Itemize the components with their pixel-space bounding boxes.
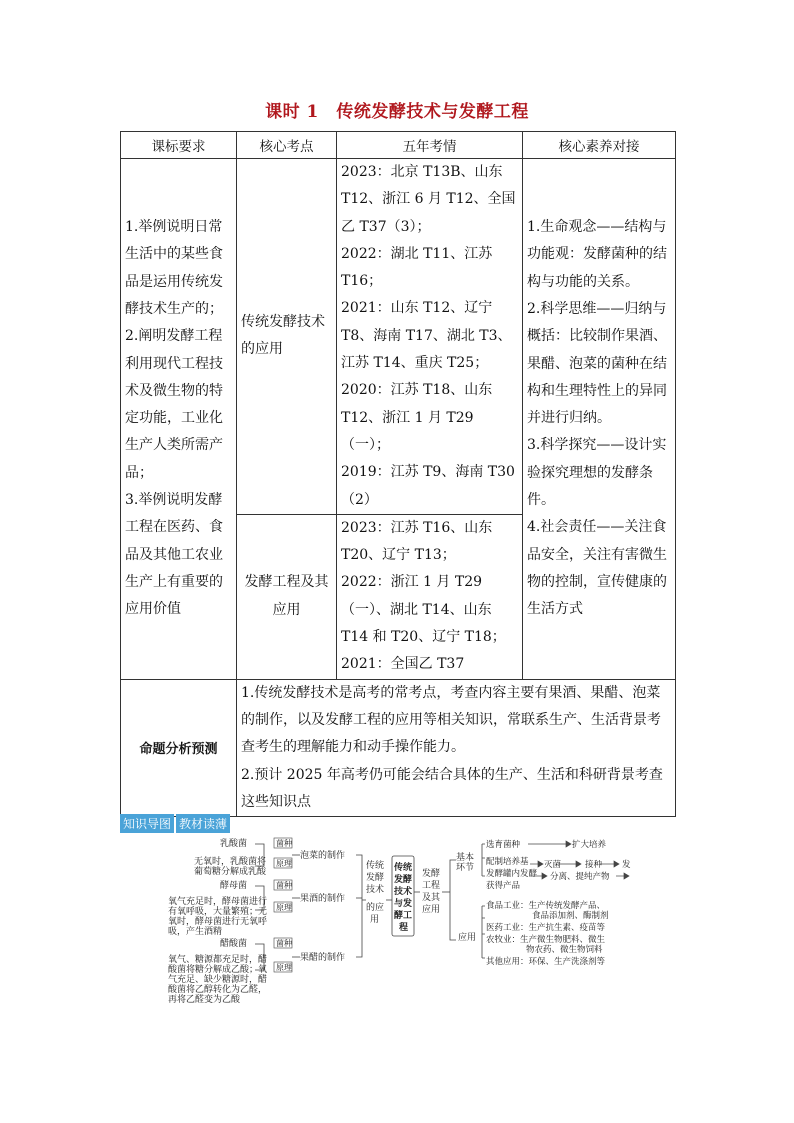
right-branch-char: 应用: [422, 905, 441, 915]
exam-item: 2022：浙江 1 月 T29（一）、湖北 T14、山东 T14 和 T20、辽宁 T18；: [341, 574, 506, 646]
left-branch-char: 的应: [366, 903, 385, 913]
exam-item: 2021：全国乙 T37: [341, 656, 465, 673]
center-node-char: 与发: [394, 899, 413, 909]
literacy-cell: [523, 159, 676, 680]
header-literacy: 核心素养对接: [523, 132, 676, 159]
yeast-product: 果酒的制作: [300, 894, 346, 904]
lactic-principle-line: 无氧时，乳酸菌将: [194, 857, 267, 867]
header-exams: 五年考情: [337, 132, 523, 159]
exams-cell: [337, 159, 523, 515]
analysis-item: 1.传统发酵技术是高考的常考点，考查内容主要有果酒、果醋、泡菜的制作，以及发酵工程的应用等相关知识，常联系生产、生活背景考查考生的理解能力和动手操作能力。: [241, 684, 661, 756]
lactic-species: 乳酸菌: [220, 839, 248, 849]
knowledge-mindmap: [160, 830, 640, 1020]
page-title: 课时 1 传统发酵技术与发酵工程: [265, 102, 529, 122]
yeast-species: 酵母菌: [220, 881, 248, 891]
yeast-principle-line: 有氧呼吸，大量繁殖；无: [168, 907, 268, 917]
acetic-principle-line: 气充足、缺少糖源时，醋: [168, 975, 268, 985]
acetic-species: 醋酸菌: [220, 939, 248, 949]
center-node-char: 酵工: [394, 911, 413, 921]
exam-item: 2019：江苏 T9、海南 T30（2）: [341, 464, 515, 508]
app-line: 医药工业：生产抗生素、疫苗等: [486, 923, 606, 933]
header-topics: 核心考点: [237, 132, 337, 159]
standard-item: 1.举例说明日常生活中的某些食品是运用传统发酵技术生产的；: [125, 219, 223, 317]
yeast-principle-line: 氧时，酵母菌进行无氧呼: [168, 917, 268, 927]
exam-item: 2022：湖北 T11、江苏 T16；: [341, 245, 493, 290]
step-obtain: 获得产品: [486, 881, 521, 891]
step-medium: 配制培养基: [486, 857, 529, 867]
exams-cell: [337, 514, 523, 679]
step-ferment: 发酵罐内发酵: [486, 869, 538, 879]
box-species-label: 菌种: [276, 939, 292, 948]
box-principle-label: 原理: [276, 963, 292, 972]
analysis-cell: [237, 679, 676, 816]
exam-item: 2023：江苏 T16、山东 T20、辽宁 T13；: [341, 519, 493, 564]
right-branch-char: 工程: [422, 881, 441, 891]
acetic-principle-line: 酸菌将乙醇转化为乙醛，: [168, 985, 268, 995]
literacy-item: 3.科学探究——设计实验探究理想的发酵条件。: [527, 437, 667, 509]
step-sterilize: 灭菌: [544, 860, 562, 870]
step-select: 选育菌种: [486, 840, 521, 850]
tag-knowledge-map: 知识导图: [120, 814, 174, 833]
app-line: 其他应用：环保、生产洗涤剂等: [486, 957, 606, 967]
standard-item: 3.举例说明发酵工程在医药、食品及其他工农业生产上有重要的应用价值: [125, 492, 223, 618]
box-species-label: 菌种: [276, 839, 292, 848]
step-ferment-short: 发: [622, 860, 631, 870]
left-branch-char: 发酵: [366, 873, 385, 883]
analysis-item: 2.预计 2025 年高考仍可能会结合具体的生产、生活和科研背景考查这些知识点: [241, 766, 663, 810]
box-principle-label: 原理: [276, 859, 292, 868]
analysis-label: 命题分析预测: [121, 679, 237, 816]
center-node-char: 程: [399, 923, 409, 933]
curriculum-table: [120, 131, 676, 817]
apply-label: 应用: [458, 933, 477, 943]
standards-cell: [121, 159, 237, 680]
app-line: 农牧业：生产微生物肥料、微生: [486, 935, 606, 945]
left-branch-char: 传统: [366, 861, 385, 871]
exam-item: 2021：山东 T12、辽宁 T8、海南 T17、湖北 T3、江苏 T14、重庆 T25；: [341, 300, 512, 372]
basic-label: 环节: [456, 863, 475, 873]
box-principle-label: 原理: [276, 903, 292, 912]
table-header-row: [121, 132, 676, 159]
acetic-principle-line: 再将乙醛变为乙酸: [168, 995, 241, 1005]
left-branch-char: 技术: [366, 885, 385, 895]
analysis-row: [121, 679, 676, 816]
table-row: [121, 159, 676, 515]
step-inoculate: 接种: [585, 860, 603, 870]
step-expand: 扩大培养: [572, 840, 607, 850]
basic-label: 基本: [456, 853, 475, 863]
right-branch-char: 发酵: [422, 869, 441, 879]
exam-item: 2020：江苏 T18、山东 T12、浙江 1 月 T29（一）；: [341, 382, 493, 453]
acetic-product: 果醋的制作: [300, 953, 346, 963]
lactic-principle-line: 葡萄糖分解成乳酸: [194, 867, 267, 877]
app-line: 食品添加剂、酶制剂: [532, 911, 609, 921]
center-node-char: 技术: [394, 887, 413, 897]
acetic-principle-line: 氧气、糖源都充足时，醋: [168, 955, 268, 965]
literacy-item: 4.社会责任——关注食品安全，关注有害微生物的控制，宣传健康的生活方式: [527, 519, 667, 618]
center-node-char: 传统: [394, 863, 413, 873]
right-branch-char: 及其: [422, 893, 441, 903]
box-species-label: 菌种: [276, 881, 292, 890]
topic-cell: 发酵工程及其应用: [237, 514, 337, 679]
step-separate: 分离、提纯产物: [550, 872, 610, 882]
lactic-product: 泡菜的制作: [300, 851, 346, 861]
standard-item: 2.阐明发酵工程利用现代工程技术及微生物的特定功能，工业化生产人类所需产品；: [125, 328, 223, 481]
yeast-principle-line: 氧气充足时，酵母菌进行: [168, 897, 268, 907]
acetic-principle-line: 酸菌将糖分解成乙酸；氧: [168, 965, 268, 975]
literacy-item: 1.生命观念——结构与功能观：发酵菌种的结构与功能的关系。: [527, 219, 667, 290]
exam-item: 2023：北京 T13B、山东 T12、浙江 6 月 T12、全国乙 T37（3）；: [341, 164, 516, 235]
literacy-item: 2.科学思维——归纳与概括：比较制作果酒、果醋、泡菜的菌种在结构和生理特性上的异同并进行归纳。: [527, 300, 667, 427]
left-branch-char: 用: [370, 915, 380, 925]
app-line: 物农药、微生物饲料: [526, 945, 603, 955]
app-line: 食品工业：生产传统发酵产品、: [486, 901, 606, 911]
tag-textbook: 教材读薄: [176, 814, 230, 833]
topic-cell: 传统发酵技术的应用: [237, 159, 337, 515]
center-node-char: 发酵: [394, 875, 413, 885]
header-standards: 课标要求: [121, 132, 237, 159]
yeast-principle-line: 吸，产生酒精: [168, 927, 223, 937]
